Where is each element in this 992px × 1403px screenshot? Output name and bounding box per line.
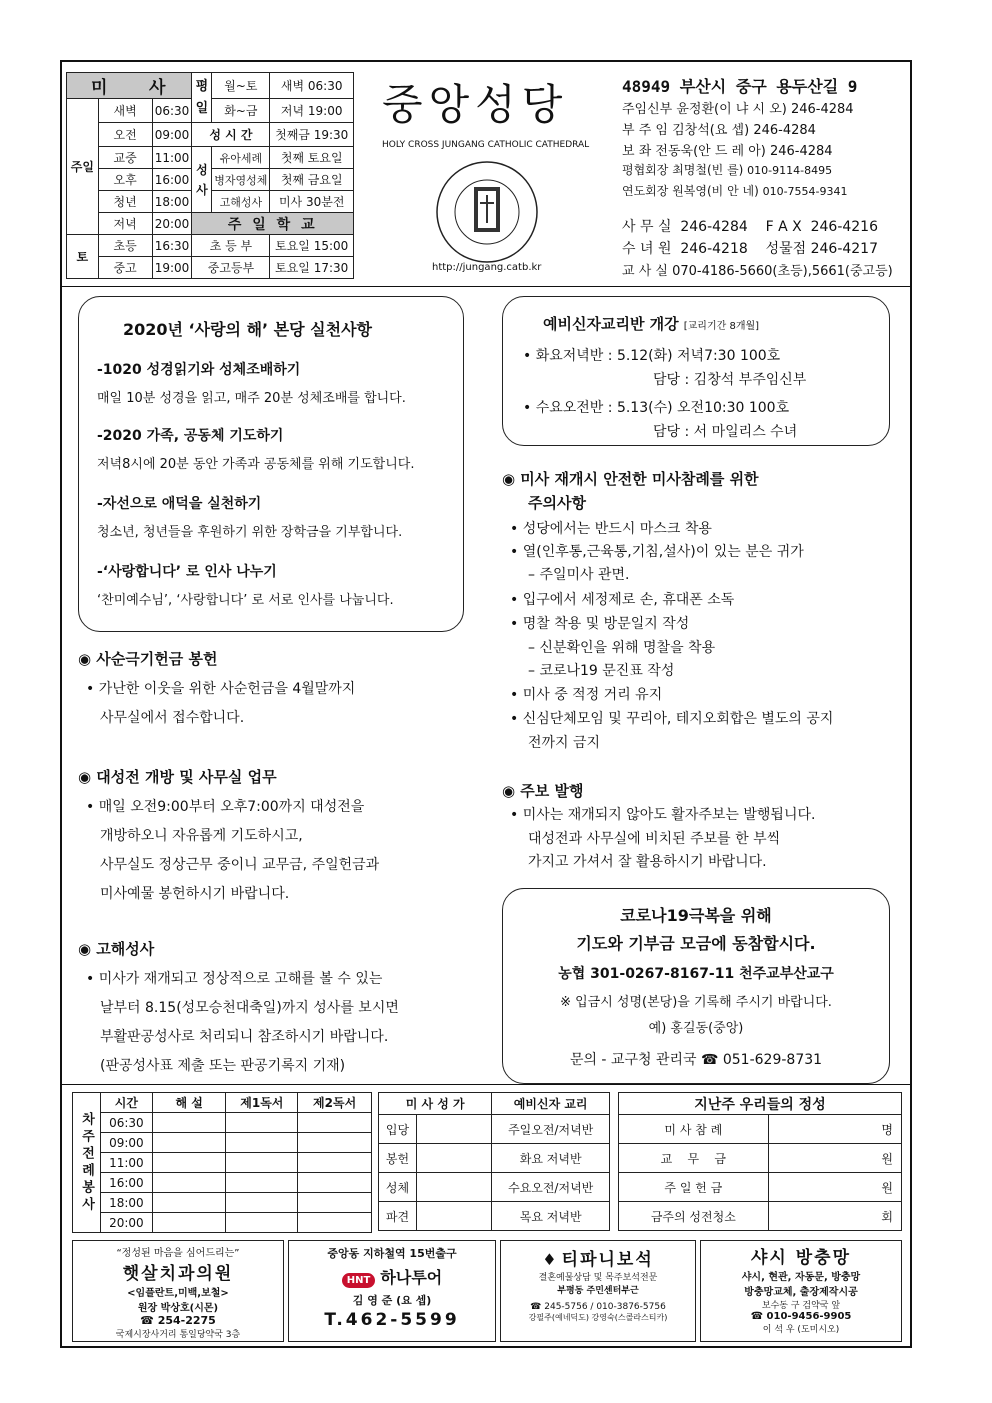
- hymn-cell: [416, 1202, 491, 1231]
- catechumen-line: 담당 : 서 마일리스 수녀: [653, 424, 798, 440]
- school-time: 토요일 15:00: [270, 235, 354, 257]
- hymn-cell: [416, 1173, 491, 1202]
- bulletin-line: 가지고 가셔서 잘 활용하시기 바랍니다.: [528, 854, 767, 870]
- sacrament-name: 병자영성체: [212, 169, 270, 191]
- service-cell: [152, 1213, 226, 1233]
- hymn-row-label: 파견: [379, 1202, 417, 1231]
- service-header: 시간: [100, 1093, 152, 1113]
- covid-box: [502, 888, 890, 1084]
- catechumen-line: • 화요저녁반 : 5.12(화) 저녁7:30 100호: [523, 348, 781, 364]
- practice-box: [78, 296, 464, 632]
- safety-line: 전까지 금지: [528, 735, 601, 751]
- covid-account: 농협 301-0267-8167-11 천주교부산교구: [558, 966, 834, 982]
- covid-line: 코로나19극복을 위해: [620, 906, 772, 925]
- service-time: 20:00: [100, 1213, 152, 1233]
- lent-title: ◉ 사순극기헌금 봉헌: [78, 650, 218, 668]
- sunday-mass-name: 저녁: [98, 213, 152, 235]
- ads-row: [72, 1240, 902, 1344]
- safety-title: ◉ 미사 재개시 안전한 미사참례를 위한: [502, 470, 759, 488]
- ad-travel: 중앙동 지하철역 15번출구 HNT 하나투어 김 영 준 (요 셉) T.462-5599: [288, 1240, 496, 1342]
- holy-hour-label: 성 시 간: [192, 123, 270, 147]
- sunday-mass-name: 교중: [98, 147, 152, 169]
- notices-divider: [62, 1084, 910, 1085]
- sunday-mass-time: 06:30: [152, 99, 192, 123]
- mass-schedule-table: [66, 72, 354, 279]
- saturday-mass-name: 중고: [98, 257, 152, 279]
- safety-line: • 성당에서는 반드시 마스크 착용: [510, 521, 712, 537]
- hymn-cell: [416, 1115, 491, 1144]
- weekday-time: 저녁 19:00: [270, 99, 354, 123]
- cathedral-line: 개방하오니 자유롭게 기도하시고,: [100, 828, 303, 844]
- catechism-class: 주일오전/저녁반: [492, 1115, 610, 1144]
- service-cell: [298, 1193, 372, 1213]
- offering-unit: 회: [768, 1202, 901, 1231]
- practice-body: ‘찬미예수님’, ‘사랑합니다’ 로 서로 인사를 나눕니다.: [97, 593, 394, 608]
- weekday-label: 평 일: [192, 73, 212, 123]
- sunday-mass-name: 청년: [98, 191, 152, 213]
- weekday-days: 화~금: [212, 99, 270, 123]
- catechumen-period: [교리기간 8개월]: [683, 321, 760, 332]
- school-time: 토요일 17:30: [270, 257, 354, 279]
- diamond-icon: ♦: [542, 1250, 557, 1269]
- confession-line: • 미사가 재개되고 정상적으로 고해를 볼 수 있는: [86, 971, 383, 987]
- lent-line: 사무실에서 접수합니다.: [100, 710, 245, 726]
- service-time: 16:00: [100, 1173, 152, 1193]
- header-divider: [62, 286, 910, 287]
- offering-unit: 원: [768, 1144, 901, 1173]
- service-cell: [226, 1153, 298, 1173]
- weekday-time: 새벽 06:30: [270, 73, 354, 99]
- safety-line: • 명찰 착용 및 방문일지 작성: [510, 616, 690, 632]
- catechumen-line: • 수요오전반 : 5.13(수) 오전10:30 100호: [523, 400, 790, 416]
- cathedral-line: 미사예물 봉헌하시기 바랍니다.: [100, 886, 290, 902]
- service-cell: [298, 1113, 372, 1133]
- saturday-mass-time: 19:00: [152, 257, 192, 279]
- safety-line: – 주일미사 관면.: [528, 567, 630, 583]
- holy-hour-value: 첫째금 19:30: [270, 123, 354, 147]
- service-cell: [226, 1213, 298, 1233]
- hymn-row-label: 입당: [379, 1115, 417, 1144]
- sunday-mass-time: 16:00: [152, 169, 192, 191]
- school-grade: 초 등 부: [192, 235, 270, 257]
- hymn-header: 미 사 성 가: [379, 1093, 492, 1115]
- safety-line: • 미사 중 적정 거리 유지: [510, 687, 663, 703]
- offering-unit: 명: [768, 1115, 901, 1144]
- safety-line: – 신분확인을 위해 명찰을 착용: [528, 640, 716, 656]
- practice-title: 2020년 ‘사랑의 해’ 본당 실천사항: [123, 320, 372, 339]
- weekday-days: 월~토: [212, 73, 270, 99]
- lent-line: • 가난한 이웃을 위한 사순헌금을 4월말까지: [86, 681, 356, 697]
- church-address: 48949 부산시 중구 용두산길 9: [622, 77, 858, 96]
- catechism-class: 수요오전/저녁반: [492, 1173, 610, 1202]
- sacrament-time: 첫째 토요일: [270, 147, 354, 169]
- service-time: 18:00: [100, 1193, 152, 1213]
- covid-example: 예) 홍길동(중앙): [648, 1021, 744, 1036]
- school-grade: 중고등부: [192, 257, 270, 279]
- sacrament-time: 미사 30분전: [270, 191, 354, 213]
- offering-header: 지난주 우리들의 정성: [619, 1093, 902, 1115]
- office-phone: 사 무 실 246-4284 F A X 246-4216: [622, 219, 878, 235]
- cathedral-line: 사무실도 정상근무 중이니 교무금, 주일헌금과: [100, 857, 380, 873]
- staff-list: [622, 98, 912, 203]
- hymn-table: [378, 1092, 610, 1231]
- staff-row: 보 좌 전동욱(안 드 레 아) 246-4284: [622, 144, 833, 159]
- hymn-row-label: 성체: [379, 1173, 417, 1202]
- practice-heading: -1020 성경읽기와 성체조배하기: [97, 362, 301, 378]
- safety-line: • 열(인후통,근육통,기침,설사)이 있는 분은 귀가: [510, 544, 804, 560]
- confession-title: ◉ 고해성사: [78, 940, 155, 958]
- sunday-mass-name: 새벽: [98, 99, 152, 123]
- service-cell: [226, 1133, 298, 1153]
- catechumen-box: [502, 296, 890, 446]
- offering-table: [618, 1092, 902, 1231]
- catechism-class: 화요 저녁반: [492, 1144, 610, 1173]
- ad-jewelry: ♦ 티파니보석 결혼예물상담 및 목주보석전문 부평동 주민센터부근 ☎ 245-5756 / 010-3876-5756 강필주(예네딕도) 강영숙(스콜라스티카): [500, 1240, 696, 1342]
- mass-title: 미 사: [67, 73, 192, 99]
- hnt-logo-icon: HNT: [342, 1273, 376, 1288]
- offering-label: 미 사 참 례: [619, 1115, 769, 1144]
- sunday-mass-time: 11:00: [152, 147, 192, 169]
- covid-note: ※ 입금시 성명(본당)을 기록해 주시기 바랍니다.: [560, 995, 832, 1010]
- service-cell: [152, 1193, 226, 1213]
- safety-title: 주의사항: [528, 494, 586, 512]
- service-cell: [152, 1153, 226, 1173]
- church-url: http://jungang.catb.kr: [432, 262, 542, 273]
- church-name: 중앙성당: [382, 80, 569, 129]
- staff-row: 평협회장 최명철(빈 를) 010-9114-8495: [622, 163, 833, 177]
- service-cell: [298, 1133, 372, 1153]
- practice-heading: -‘사랑합니다’ 로 인사 나누기: [97, 564, 277, 580]
- bulletin-line: • 미사는 재개되지 않아도 활자주보는 발행됩니다.: [510, 807, 816, 823]
- cathedral-line: • 매일 오전9:00부터 오후7:00까지 대성전을: [86, 799, 365, 815]
- safety-line: – 코로나19 문진표 작성: [528, 663, 675, 679]
- confession-line: 날부터 8.15(성모승천대축일)까지 성사를 보시면: [100, 1000, 399, 1016]
- sacrament-name: 고해성사: [212, 191, 270, 213]
- practice-heading: -2020 가족, 공동체 기도하기: [97, 428, 284, 444]
- hymn-cell: [416, 1144, 491, 1173]
- sunday-mass-time: 18:00: [152, 191, 192, 213]
- bulletin-page: [60, 60, 912, 1348]
- convent-phone: 수 녀 원 246-4218 성물점 246-4217: [622, 241, 879, 257]
- sacrament-time: 첫째 금요일: [270, 169, 354, 191]
- ad-window: 샤시 방충망 샤시, 현관, 자동문, 방충망 방충망교체, 출장제작시공 보수동 구 검약국 앞 ☎ 010-9456-9905 이 석 우 (도미시오): [700, 1240, 902, 1342]
- service-cell: [298, 1173, 372, 1193]
- english-name: HOLY CROSS JUNGANG CATHOLIC CATHEDRAL: [382, 140, 590, 150]
- practice-body: 청소년, 청년들을 후원하기 위한 장학금을 기부합니다.: [97, 525, 403, 540]
- practice-body: 저녁8시에 20분 동안 가족과 공동체를 위해 기도합니다.: [97, 457, 415, 472]
- sunday-mass-name: 오전: [98, 123, 152, 147]
- service-header: 제1독서: [226, 1093, 298, 1113]
- practice-heading: -자선으로 애덕을 실천하기: [97, 496, 262, 512]
- service-header: 제2독서: [298, 1093, 372, 1113]
- offering-label: 주 일 헌 금: [619, 1173, 769, 1202]
- service-cell: [152, 1113, 226, 1133]
- catechumen-title-row: [543, 313, 759, 334]
- catechumen-line: 담당 : 김창석 부주임신부: [653, 372, 807, 388]
- practice-body: 매일 10분 성경을 읽고, 매주 20분 성체조배를 합니다.: [97, 391, 406, 406]
- church-seal: [432, 157, 542, 267]
- confession-line: (판공성사표 제출 또는 판공기록지 기재): [100, 1058, 346, 1074]
- catechumen-title: 예비신자교리반 개강: [543, 315, 679, 333]
- catechism-header: 예비신자 교리: [492, 1093, 610, 1115]
- sunday-school-label: 주 일 학 교: [192, 213, 354, 235]
- sunday-mass-time: 09:00: [152, 123, 192, 147]
- staff-row: 부 주 임 김창석(요 셉) 246-4284: [622, 123, 816, 138]
- sunday-mass-time: 20:00: [152, 213, 192, 235]
- covid-line: 기도와 기부금 모금에 동참합시다.: [576, 934, 816, 953]
- sunday-mass-name: 오후: [98, 169, 152, 191]
- bulletin-title: ◉ 주보 발행: [502, 782, 584, 800]
- teachers-phone: 교 사 실 070-4186-5660(초등),5661(중고등): [622, 264, 893, 279]
- offering-label: 금주의 성전청소: [619, 1202, 769, 1231]
- staff-row: 연도회장 원복영(비 안 네) 010-7554-9341: [622, 184, 848, 198]
- service-cell: [226, 1113, 298, 1133]
- saturday-mass-time: 16:30: [152, 235, 192, 257]
- service-cell: [298, 1153, 372, 1173]
- staff-row: 주임신부 윤정환(이 냐 시 오) 246-4284: [622, 102, 854, 117]
- bulletin-line: 대성전과 사무실에 비치된 주보를 한 부씩: [528, 831, 781, 847]
- safety-line: • 신심단체모임 및 꾸리아, 테지오회합은 별도의 공지: [510, 711, 834, 727]
- cathedral-title: ◉ 대성전 개방 및 사무실 업무: [78, 768, 277, 786]
- confession-line: 부활판공성사로 처리되니 참조하시기 바랍니다.: [100, 1029, 389, 1045]
- service-side-label: 차주전례봉사: [73, 1093, 101, 1233]
- offering-label: 교 무 금: [619, 1144, 769, 1173]
- service-table: [72, 1092, 372, 1233]
- service-cell: [226, 1193, 298, 1213]
- hymn-row-label: 봉헌: [379, 1144, 417, 1173]
- sunday-label: 주일: [67, 99, 99, 235]
- service-cell: [298, 1213, 372, 1233]
- saturday-label: 토: [67, 235, 99, 279]
- offering-unit: 원: [768, 1173, 901, 1202]
- saturday-mass-name: 초등: [98, 235, 152, 257]
- ad-dental: “정성된 마음을 심어드리는” 햇살치과의원 <임플란트,미백,보철> 원장 박상호(시몬) ☎ 254-2275 국제시장사거리 통일당약국 3층: [72, 1240, 284, 1342]
- service-time: 11:00: [100, 1153, 152, 1173]
- service-time: 06:30: [100, 1113, 152, 1133]
- sacrament-name: 유아세례: [212, 147, 270, 169]
- service-cell: [226, 1173, 298, 1193]
- service-cell: [152, 1133, 226, 1153]
- sacrament-label: 성 사: [192, 147, 212, 213]
- safety-line: • 입구에서 세정제로 손, 휴대폰 소독: [510, 592, 735, 608]
- covid-contact: 문의 - 교구청 관리국 ☎ 051-629-8731: [569, 1052, 823, 1068]
- service-cell: [152, 1173, 226, 1193]
- service-header: 해 설: [152, 1093, 226, 1113]
- catechism-class: 목요 저녁반: [492, 1202, 610, 1231]
- service-time: 09:00: [100, 1133, 152, 1153]
